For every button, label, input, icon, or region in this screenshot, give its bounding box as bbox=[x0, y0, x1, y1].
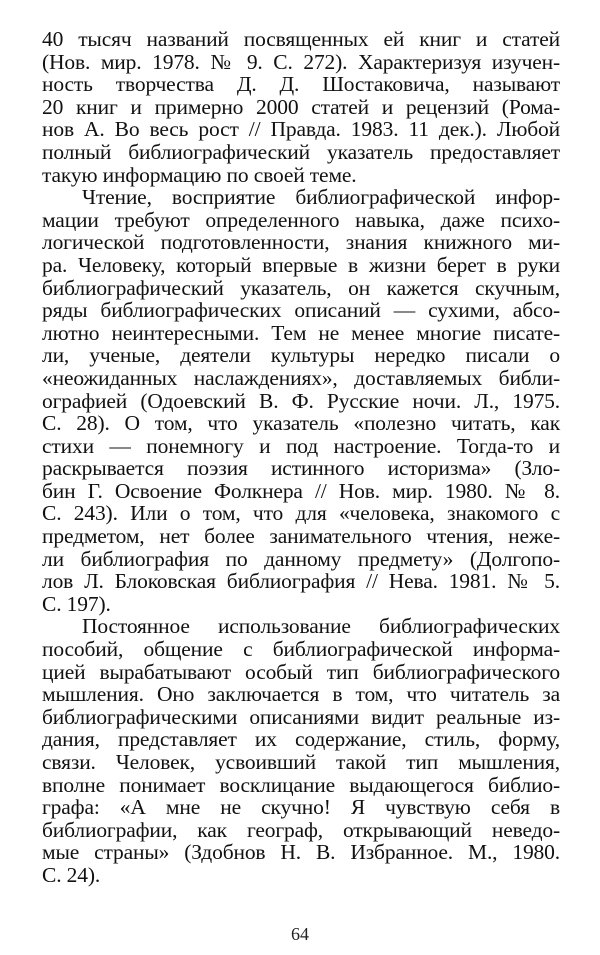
text-line: бин Г. Освоение Фолкнера // Нов. мир. 1980. № 8. bbox=[42, 478, 560, 503]
text-line: дания, представляет их содержание, стиль, форму, bbox=[42, 727, 560, 752]
text-line: ряды библиографических описаний — сухими, абсо- bbox=[42, 298, 560, 323]
text-line: цией вырабатывают особый тип библиографического bbox=[42, 659, 560, 684]
text-line: библиографическими описаниями видит реальные из- bbox=[42, 704, 560, 729]
text-line: мации требуют определенного навыка, даже психо- bbox=[42, 207, 560, 232]
text-line: логической подготовленности, знания книжного ми- bbox=[42, 230, 560, 255]
text-line: мые страны» (Здобнов Н. В. Избранное. М., 1980. bbox=[42, 840, 560, 865]
page-body bbox=[42, 28, 560, 887]
text-line: ли библиография по данному предмету» (Долгопо- bbox=[42, 546, 560, 571]
text-line: ографией (Одоевский В. Ф. Русские ночи. Л., 1975. bbox=[42, 388, 560, 413]
text-line: стихи — понемногу и под настроение. Тогда-то и bbox=[42, 433, 560, 458]
text-line: графа: «А мне не скучно! Я чувствую себя в bbox=[42, 795, 560, 820]
paragraph-2 bbox=[42, 186, 560, 615]
text-line: библиографический указатель, он кажется скучным, bbox=[42, 275, 560, 300]
text-line: нов А. Во весь рост // Правда. 1983. 11 дек.). Любой bbox=[42, 117, 560, 142]
text-line: вполне понимает восклицание выдающегося библио- bbox=[42, 772, 560, 797]
text-line: лов Л. Блоковская библиография // Нева. 1981. № 5. bbox=[42, 569, 560, 594]
text-line: ра. Человеку, который впервые в жизни берет в руки bbox=[42, 252, 560, 277]
text-line: С. 197). bbox=[42, 591, 111, 616]
text-line: 20 книг и примерно 2000 статей и рецензий (Рома- bbox=[42, 94, 560, 119]
text-line: Постоянное использование библиографических bbox=[82, 614, 560, 639]
text-line: предметом, нет более занимательного чтения, нежe- bbox=[42, 524, 560, 549]
text-line: С. 24). bbox=[42, 862, 101, 887]
text-line: библиографии, как географ, открывающий неведо- bbox=[42, 817, 560, 842]
text-line: пособий, общение с библиографической информа- bbox=[42, 637, 560, 662]
paragraph-3 bbox=[42, 615, 560, 886]
text-line: связи. Человек, усвоивший такой тип мышления, bbox=[42, 750, 560, 774]
paragraph-1 bbox=[42, 28, 560, 186]
text-line: ность творчества Д. Д. Шостаковича, называют bbox=[42, 72, 560, 97]
text-line: Чтение, восприятие библиографической инфор- bbox=[82, 185, 560, 210]
text-line: лютно неинтересными. Тем не менее многие писате- bbox=[42, 320, 560, 345]
text-line: «неожиданных наслаждениях», доставляемых библи- bbox=[42, 365, 560, 390]
text-line: ли, ученые, деятели культуры нередко писали о bbox=[42, 343, 560, 368]
text-line: 40 тысяч названий посвященных ей книг и статей bbox=[42, 27, 560, 51]
text-line: такую информацию по своей теме. bbox=[42, 162, 357, 187]
text-line: С. 243). Или о том, что для «человека, знакомого с bbox=[42, 501, 560, 526]
text-line: раскрывается поэзия истинного историзма» (Зло- bbox=[42, 456, 560, 481]
text-line: (Нов. мир. 1978. № 9. С. 272). Характеризуя изучен- bbox=[42, 49, 560, 74]
page-number: 64 bbox=[291, 924, 309, 944]
text-line: С. 28). О том, что указатель «полезно читать, как bbox=[42, 411, 560, 436]
text-line: полный библиографический указатель предоставляет bbox=[42, 139, 560, 164]
text-line: мышления. Оно заключается в том, что читатель за bbox=[42, 682, 560, 707]
